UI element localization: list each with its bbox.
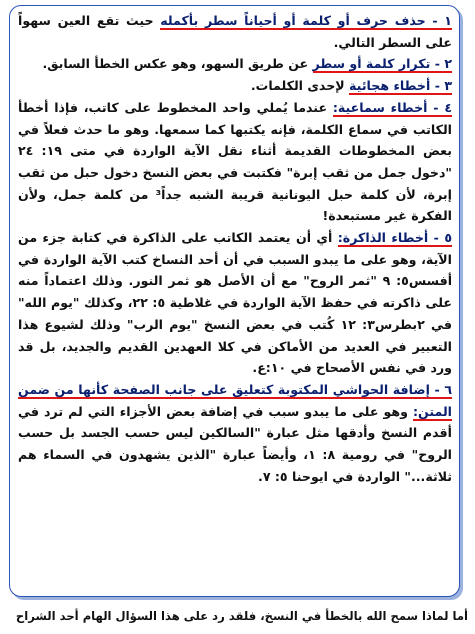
item-heading: ٥ - أخطاء الذاكرة:	[337, 230, 452, 246]
list-item	[18, 227, 452, 379]
item-text: وهو على ما يبدو سبب في إضافة بعض الأجزاء التي لم ترد في أقدم النسخ وأدقها مثل عبارة "السالكين ليس حسب الجسد بل حسب الروح" في رومية ٨: ١، وأيضاً عبارة "الذين يشهدون في السماء هم ثلاثة..." الواردة في ايوحنا ٥: ٧.	[18, 403, 452, 484]
item-text: عن طريق السهو، وهو عكس الخطأ السابق.	[42, 56, 313, 72]
item-text: عندما يُملي واحد المخطوط على كاتب، فإذا أخطأ الكاتب في سماع الكلمة، فإنه يكتبها كما سمعها. وهو ما حدث فعلاً في بعض المخطوطات القديمة أثناء نقل الآية الواردة في متى ١٩: ٢٤ "دخول جمل من ثقب إبرة" فكتبت في بعض النسخ دخول حبل من ثقب إبرة، لأن كلمة حبل اليونانية قريبة الشبه جداً³ من كلمة جمل، ولأن الفكرة غير مستبعدة!	[18, 99, 452, 224]
item-heading: ٤ - أخطاء سماعية:	[332, 99, 452, 115]
list-item	[18, 75, 452, 97]
item-heading: ٣ - أخطاء هجائية	[349, 78, 452, 94]
item-text: أي أن يعتمد الكاتب على الذاكرة في كتابة جزء من الآية، وهو على ما يبدو السبب في أن أحد النساخ كتب الآية الواردة في أفسس٥: ٩ "ثمر الروح" مع أن الأصل هو ثمر النور. وذلك اعتماداً منه على ذاكرته في حفظ الآية الواردة في غلاطية ٥: ٢٢، وكذلك "يوم الله" في ٢بطرس٣: ١٢ كُتب في بعض النسخ "يوم الرب" وذلك لشيوع هذا التعبير في العديد من الأماكن في كلا العهدين القديم والجديد، بل قد ورد في نفس الأصحاح في ١٠:ع.	[18, 230, 453, 376]
list-item	[18, 10, 452, 53]
error-types-list	[18, 10, 452, 487]
list-item	[18, 97, 452, 227]
item-heading: ٢ - تكرار كلمة أو سطر	[312, 56, 452, 72]
item-heading: ٦ - إضافة الحواشي المكتوبة كتعليق على جانب الصفحة كأنها من ضمن المتن:	[18, 381, 452, 419]
item-heading: ١ - حذف حرف أو كلمة أو أحياناً سطر بأكمله	[160, 13, 452, 28]
footer-text: أما لماذا سمح الله بالخطأ في النسخ، فلقد رد على هذا السؤال الهام أحد الشراح	[15, 609, 468, 623]
list-item	[18, 53, 452, 75]
list-item	[18, 379, 452, 488]
item-text: لإحدى الكلمات.	[250, 78, 350, 94]
item-text: حيث تقع العين سهواً على السطر التالي.	[18, 13, 452, 50]
